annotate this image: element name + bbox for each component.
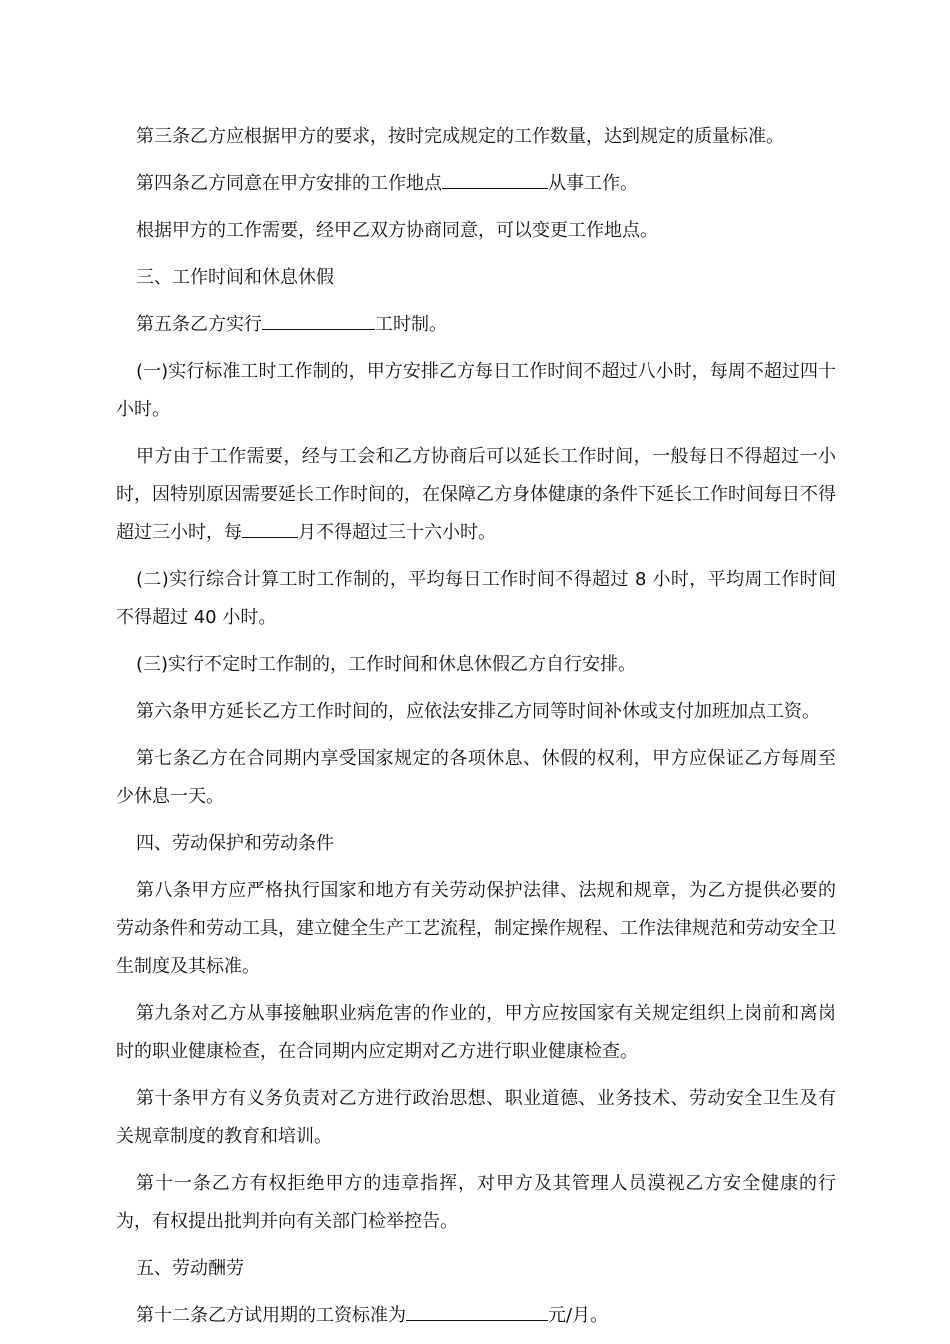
article-11-paragraph: 第十一条乙方有权拒绝甲方的违章指挥，对甲方及其管理人员漠视乙方安全健康的行为，有权提出批判并向有关部门检举控告。 [116, 1173, 836, 1232]
article-3-paragraph: 第三条乙方应根据甲方的要求，按时完成规定的工作数量，达到规定的质量标准。 [136, 126, 784, 147]
article-5-text-before: 第五条乙方实行 [136, 314, 262, 335]
article-7-paragraph: 第七条乙方在合同期内享受国家规定的各项休息、休假的权利，甲方应保证乙方每周至少休息一天。 [116, 748, 836, 807]
work-location-blank [442, 170, 548, 189]
article-12-text-before: 第十二条乙方试用期的工资标准为 [136, 1305, 406, 1326]
article-4-paragraph [116, 165, 836, 203]
section-heading-working-hours: 三、工作时间和休息休假 [136, 267, 334, 288]
document-body [116, 118, 836, 1344]
article-5-paragraph [116, 306, 836, 344]
article-10-paragraph: 第十条甲方有义务负责对乙方进行政治思想、职业道德、业务技术、劳动安全卫生及有关规章制度的教育和培训。 [116, 1088, 836, 1147]
section-heading-remuneration: 五、劳动酬劳 [136, 1258, 244, 1279]
overtime-text-before: 甲方由于工作需要，经与工会和乙方协商后可以延长工作时间，一般每日不得超过一小时，因特别原因需要延长工作时间的，在保障乙方身体健康的条件下延长工作时间每日不得超过三小时，每 [116, 446, 836, 543]
overtime-text-after: 月不得超过三十六小时。 [298, 522, 496, 543]
article-4-text-before: 第四条乙方同意在甲方安排的工作地点 [136, 173, 442, 194]
comprehensive-hours-paragraph: (二)实行综合计算工时工作制的，平均每日工作时间不得超过 8 小时，平均周工作时间不得超过 40 小时。 [116, 569, 836, 628]
section-heading-labor-protection: 四、劳动保护和劳动条件 [136, 833, 334, 854]
working-hours-system-blank [262, 311, 375, 330]
flexible-hours-paragraph: (三)实行不定时工作制的，工作时间和休息休假乙方自行安排。 [136, 654, 637, 675]
standard-hours-paragraph: (一)实行标准工时工作制的，甲方安排乙方每日工作时间不超过八小时，每周不超过四十小时。 [116, 361, 836, 420]
article-6-paragraph: 第六条甲方延长乙方工作时间的，应依法安排乙方同等时间补休或支付加班加点工资。 [136, 701, 820, 722]
article-5-text-after: 工时制。 [375, 314, 447, 335]
work-location-change-paragraph: 根据甲方的工作需要，经甲乙双方协商同意，可以变更工作地点。 [136, 220, 658, 241]
probation-salary-blank [406, 1302, 548, 1321]
article-12-text-after: 元/月。 [548, 1305, 609, 1326]
article-9-paragraph: 第九条对乙方从事接触职业病危害的作业的，甲方应按国家有关规定组织上岗前和离岗时的职业健康检查，在合同期内应定期对乙方进行职业健康检查。 [116, 1003, 836, 1062]
article-4-text-after: 从事工作。 [548, 173, 638, 194]
month-count-blank [242, 519, 298, 538]
article-12-paragraph [116, 1297, 836, 1335]
article-8-paragraph: 第八条甲方应严格执行国家和地方有关劳动保护法律、法规和规章，为乙方提供必要的劳动条件和劳动工具，建立健全生产工艺流程，制定操作规程、工作法律规范和劳动安全卫生制度及其标准。 [116, 880, 836, 977]
overtime-extension-paragraph [116, 438, 836, 552]
